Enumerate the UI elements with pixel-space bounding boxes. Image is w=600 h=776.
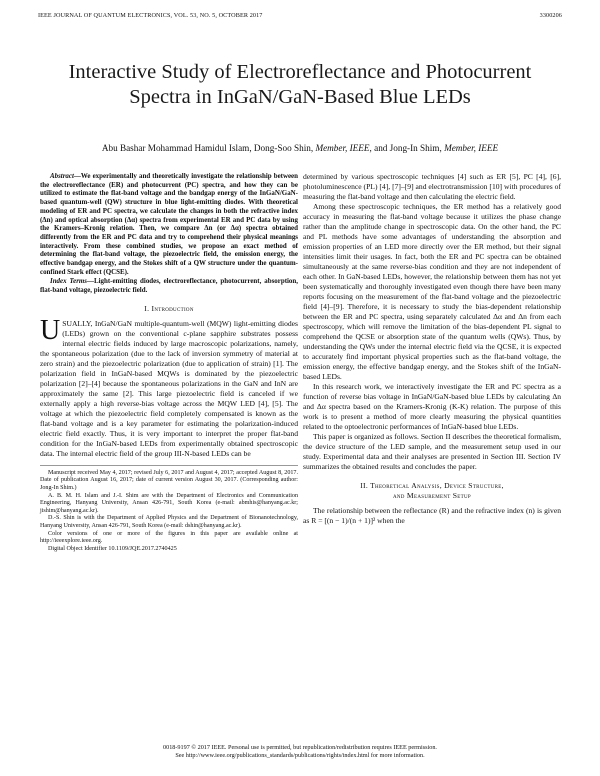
- abstract: [40, 172, 298, 276]
- abstract-label: Abstract: [50, 172, 74, 180]
- article-number: 3300206: [539, 12, 562, 19]
- section-heading-theory: [303, 481, 561, 501]
- section-heading-introduction: I. Introduction: [144, 303, 194, 313]
- footnote-received: Manuscript received May 4, 2017; revised July 6, 2017 and August 4, 2017; accepted August 8, 2017. Date of publication August 16, 2017; date of current version August 30, 2017. (Corresponding author: Jong-In Shim.): [40, 469, 298, 492]
- footer-line-2: See http://www.ieee.org/publications_standards/publications/rights/index.html for more information.: [175, 752, 425, 759]
- footnote-affiliation-2: D.-S. Shin is with the Department of Applied Physics and the Department of Bionanotechnology, Hanyang University, Ansan 426-791, South Korea (e-mail: dshin@hanyang.ac.kr).: [40, 515, 298, 529]
- footer-line-1: 0018-9197 © 2017 IEEE. Personal use is permitted, but republication/redistribution requires IEEE permission.: [163, 744, 437, 751]
- index-terms-label: Index Terms: [50, 277, 87, 286]
- footnotes: [40, 465, 298, 554]
- body-paragraph: determined by various spectroscopic techniques [4] such as ER [5], PC [4], [6], photoluminescence (PL) [4], [7]–[9] and electrotransmission [10] with procedures of measuring the flat-band voltage and then calculating the electric field.: [303, 172, 561, 201]
- intro-paragraph: [40, 314, 298, 459]
- section-heading-line-2: and Measurement Setup: [392, 491, 471, 500]
- right-column: [303, 172, 561, 526]
- copyright-footer: [40, 744, 560, 760]
- intro-text: SUALLY, InGaN/GaN multiple-quantum-well (MQW) light-emitting diodes (LEDs) grown on the conventional c-plane sapphire substrates possess internal electric fields induced by large macroscopic polarizations, namely, the spontaneous polarization (due to the lack of inversion symmetry of material at zero strain) and the piezoelectric polarization (due to application of strain) [1]. The polarization field in InGaN-based MQWs is dominated by the piezoelectric polarization [2]–[4] because the spontaneous polarizations in the GaN and InN are approximately the same [2]. This large piezoelectric field is canceled if we externally apply a high reverse-bias voltage across the MQW LED [4], [5]. The voltage at which the piezoelectric field completely compensated is known as the flat-band voltage and is a key parameter for estimating the polarization-induced electric field exactly. Thus, it is very important to interpret the proper flat-band condition for the InGaN-based LEDs from experimentally obtained spectroscopic data. The internal electric field of the group III-N-based LEDs can be: [40, 318, 298, 458]
- body-paragraph: This paper is organized as follows. Section II describes the theoretical formalism, the device structure of the LED sample, and the measurement setup used in our study. Experimental data and their analyses are presented in Section III. Section IV summarizes the obtained results and concludes the paper.: [303, 432, 561, 471]
- drop-cap: U: [40, 314, 61, 346]
- section-heading-line-1: II. Theoretical Analysis, Device Structure,: [360, 481, 504, 490]
- author-role-2: Member, IEEE: [444, 143, 499, 153]
- index-terms-text: —Light-emitting diodes, electroreflectance, photocurrent, absorption, flat-band voltage, piezoelectric field.: [40, 277, 298, 295]
- body-paragraph: The relationship between the reflectance (R) and the refractive index (n) is given as R = [(n − 1)/(n + 1)]² when the: [303, 506, 561, 525]
- abstract-text: —We experimentally and theoretically investigate the relationship between the electroreflectance (ER) and photocurrent (PC) spectra, and how they can be utilized to estimate the flat-band voltage and the bandgap energy of the InGaN/GaN-based quantum-well (QW) structure in blue light-emitting diodes. With theoretical modeling of ER and PC spectra, we calculate the changes in both the refractive index (Δn) and optical absorption (Δα) spectra from experimental ER and PC data by using the Kramers–Kronig relation. Then, we compare Δn (or Δα) spectra obtained differently from the ER and PC data and try to comprehend their physical meanings interactively. From these combined studies, we propose an exact method of determining the flat-band voltage, the piezoelectric field, the emission energy, the effective bandgap energy, and the Stokes shift of a QW structure under the quantum-confined Stark effect (QCSE).: [40, 172, 298, 276]
- journal-header: IEEE JOURNAL OF QUANTUM ELECTRONICS, VOL. 53, NO. 5, OCTOBER 2017: [38, 12, 263, 19]
- footnote-color: Color versions of one or more of the figures in this paper are available online at http://ieeexplore.ieee.org.: [40, 530, 298, 545]
- footnote-doi: Digital Object Identifier 10.1109/JQE.2017.2740425: [48, 545, 177, 552]
- body-paragraph: In this research work, we interactively investigate the ER and PC spectra as a function of reverse bias voltage in InGaN/GaN-based blue LEDs by calculating Δn and Δα spectra based on the Kramers-Kronig (K-K) relation. The purpose of this work is to present a method of more clearly measuring the physical quantities related to the optoelectronic performances of InGaN-based blue LEDs.: [303, 382, 561, 431]
- author-role-1: Member, IEEE: [315, 143, 370, 153]
- left-column: [40, 172, 298, 553]
- author-names: Abu Bashar Mohammad Hamidul Islam, Dong-Soo Shin,: [101, 143, 314, 153]
- author-and-name: , and Jong-In Shim,: [369, 143, 442, 153]
- index-terms: [40, 277, 298, 294]
- paper-title: Interactive Study of Electroreflectance and Photocurrent Spectra in InGaN/GaN-Based Blue LEDs: [68, 61, 532, 108]
- body-paragraph: Among these spectroscopic techniques, the ER method has a relatively good accuracy in measuring the flat-band voltage because it utilizes the phase change rather than the amplitude change in spectroscopic data. On the other hand, the PC and PL methods have some advantages of understanding the absorption and emission properties of an LED more directly over the ER method, but their signal intensities limit their usages. In fact, both the ER and PC spectra can be obtained simultaneously at the same reverse-bias condition and they are not independent of each other. In GaN-based LEDs, however, the relationship between them has not yet been systematically and thoroughly investigated even though there have been many reports focusing on the measurement of the flat-band voltage and the piezoelectric field [4]–[9]. Therefore, it is necessary to study the bias-dependent relationship between the ER and PC spectra, using separately calculated Δα and Δn from each spectroscopy, which will remove the limitation of the bias-dependent PL signal to comprehend the QCSE or absorption state of the quantum wells (QWs). Thus, by understanding the QWs under the internal electric field via the QCSE, it is expected to accurately find important physical properties such as the flat-band voltage, the emission energy, the effective bandgap energy, and the Stokes shift of the InGaN-based LEDs.: [303, 202, 561, 381]
- footnote-affiliation-1: A. B. M. H. Islam and J.-I. Shim are with the Department of Electronics and Communication Engineering, Hanyang University, Ansan 426-791, South Korea (e-mail: abmhis@hanyang.ac.kr; jishim@hanyang.ac.kr).: [40, 492, 298, 514]
- author-line: [20, 143, 580, 153]
